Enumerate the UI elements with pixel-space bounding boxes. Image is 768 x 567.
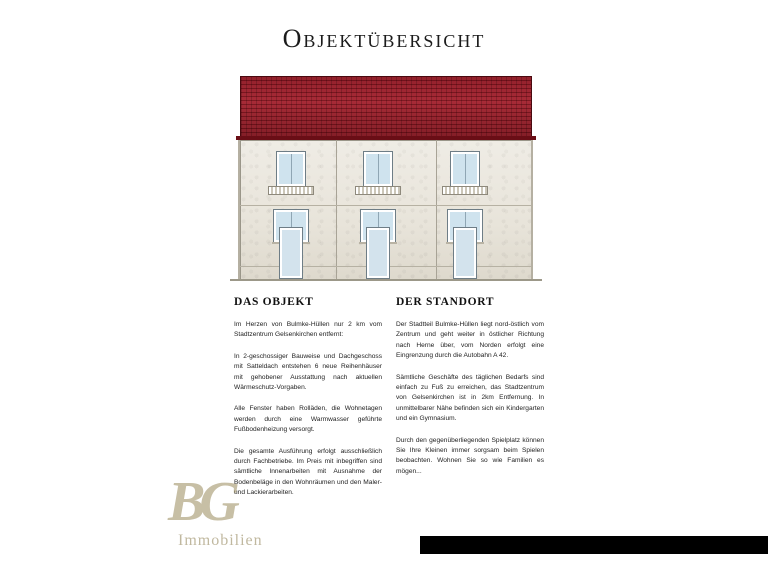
- balcony-upper-middle: [355, 186, 401, 195]
- unit-divider-right: [436, 140, 437, 280]
- ground-line: [230, 279, 542, 281]
- page-title: Objektübersicht: [282, 24, 486, 53]
- entrance-door-middle: [367, 228, 389, 278]
- entrance-door-right: [454, 228, 476, 278]
- paragraph-standort-1: Der Stadtteil Bulmke-Hüllen liegt nord-östlich vom Zentrum und geht weiter in östlicher Richtung nach Herne über, vom Norden erfolgt eine Eingrenzung durch die Autobahn A 42.: [396, 321, 544, 360]
- bottom-white-strip: [0, 558, 768, 567]
- paragraph-objekt-2: In 2-geschossiger Bauweise und Dachgeschoss mit Satteldach entstehen 6 neue Reihenhäuser mit gehobener Ausstattung nach aktuellen Wärmeschutz-Vorgaben.: [234, 352, 382, 392]
- paragraph-objekt-1: Im Herzen von Bulmke-Hüllen nur 2 km vom Stadtzentrum Gelsenkirchen entfernt:: [234, 321, 382, 339]
- left-white-margin: [0, 0, 8, 567]
- heading-das-objekt: DAS OBJEKT: [234, 296, 314, 308]
- heading-der-standort: DER STANDORT: [396, 296, 495, 308]
- downpipe-left: [238, 140, 240, 280]
- paragraph-standort-3: Durch den gegenüberliegenden Spielplatz können Sie Ihre Kleinen immer sorgsam beim Spielen beobachten. Wohnen Sie so wie Familien es mögen...: [396, 436, 544, 475]
- bottom-black-bar: [420, 536, 768, 554]
- downpipe-right: [531, 140, 533, 280]
- paragraph-standort-2: Sämtliche Geschäfte des täglichen Bedarfs sind einfach zu Fuß zu erreichen, das Stadtzentrum von Gelsenkirchen ist in 2km Entfernung. In unmittelbarer Nähe befinden sich ein Kindergarten und ein Gymnasium.: [396, 373, 544, 423]
- column-der-standort: [396, 296, 544, 488]
- logo-label: Immobilien: [178, 532, 263, 549]
- entrance-door-left: [280, 228, 302, 278]
- balcony-upper-left: [268, 186, 314, 195]
- roof: [240, 76, 532, 138]
- paragraph-objekt-4: Die gesamte Ausführung erfolgt ausschließlich durch Fachbetriebe. Im Preis mit inbegriffen sind sämtliche Innenarbeiten mit Ausnahme der Bodenbeläge in den Wohnräumen und den Maler- und Lackierarbeiten.: [234, 447, 382, 497]
- window-upper-right: [451, 152, 479, 186]
- column-das-objekt: [234, 296, 382, 510]
- unit-divider-left: [336, 140, 337, 280]
- building-elevation-drawing: [216, 70, 556, 282]
- logo-monogram: BG: [168, 471, 234, 533]
- paragraph-objekt-3: Alle Fenster haben Rolläden, die Wohnetagen werden durch eine Warmwasser geführte Fußbodenheizung versorgt.: [234, 405, 382, 434]
- window-upper-left: [277, 152, 305, 186]
- window-upper-middle: [364, 152, 392, 186]
- floor-band-upper: [240, 205, 532, 206]
- balcony-upper-right: [442, 186, 488, 195]
